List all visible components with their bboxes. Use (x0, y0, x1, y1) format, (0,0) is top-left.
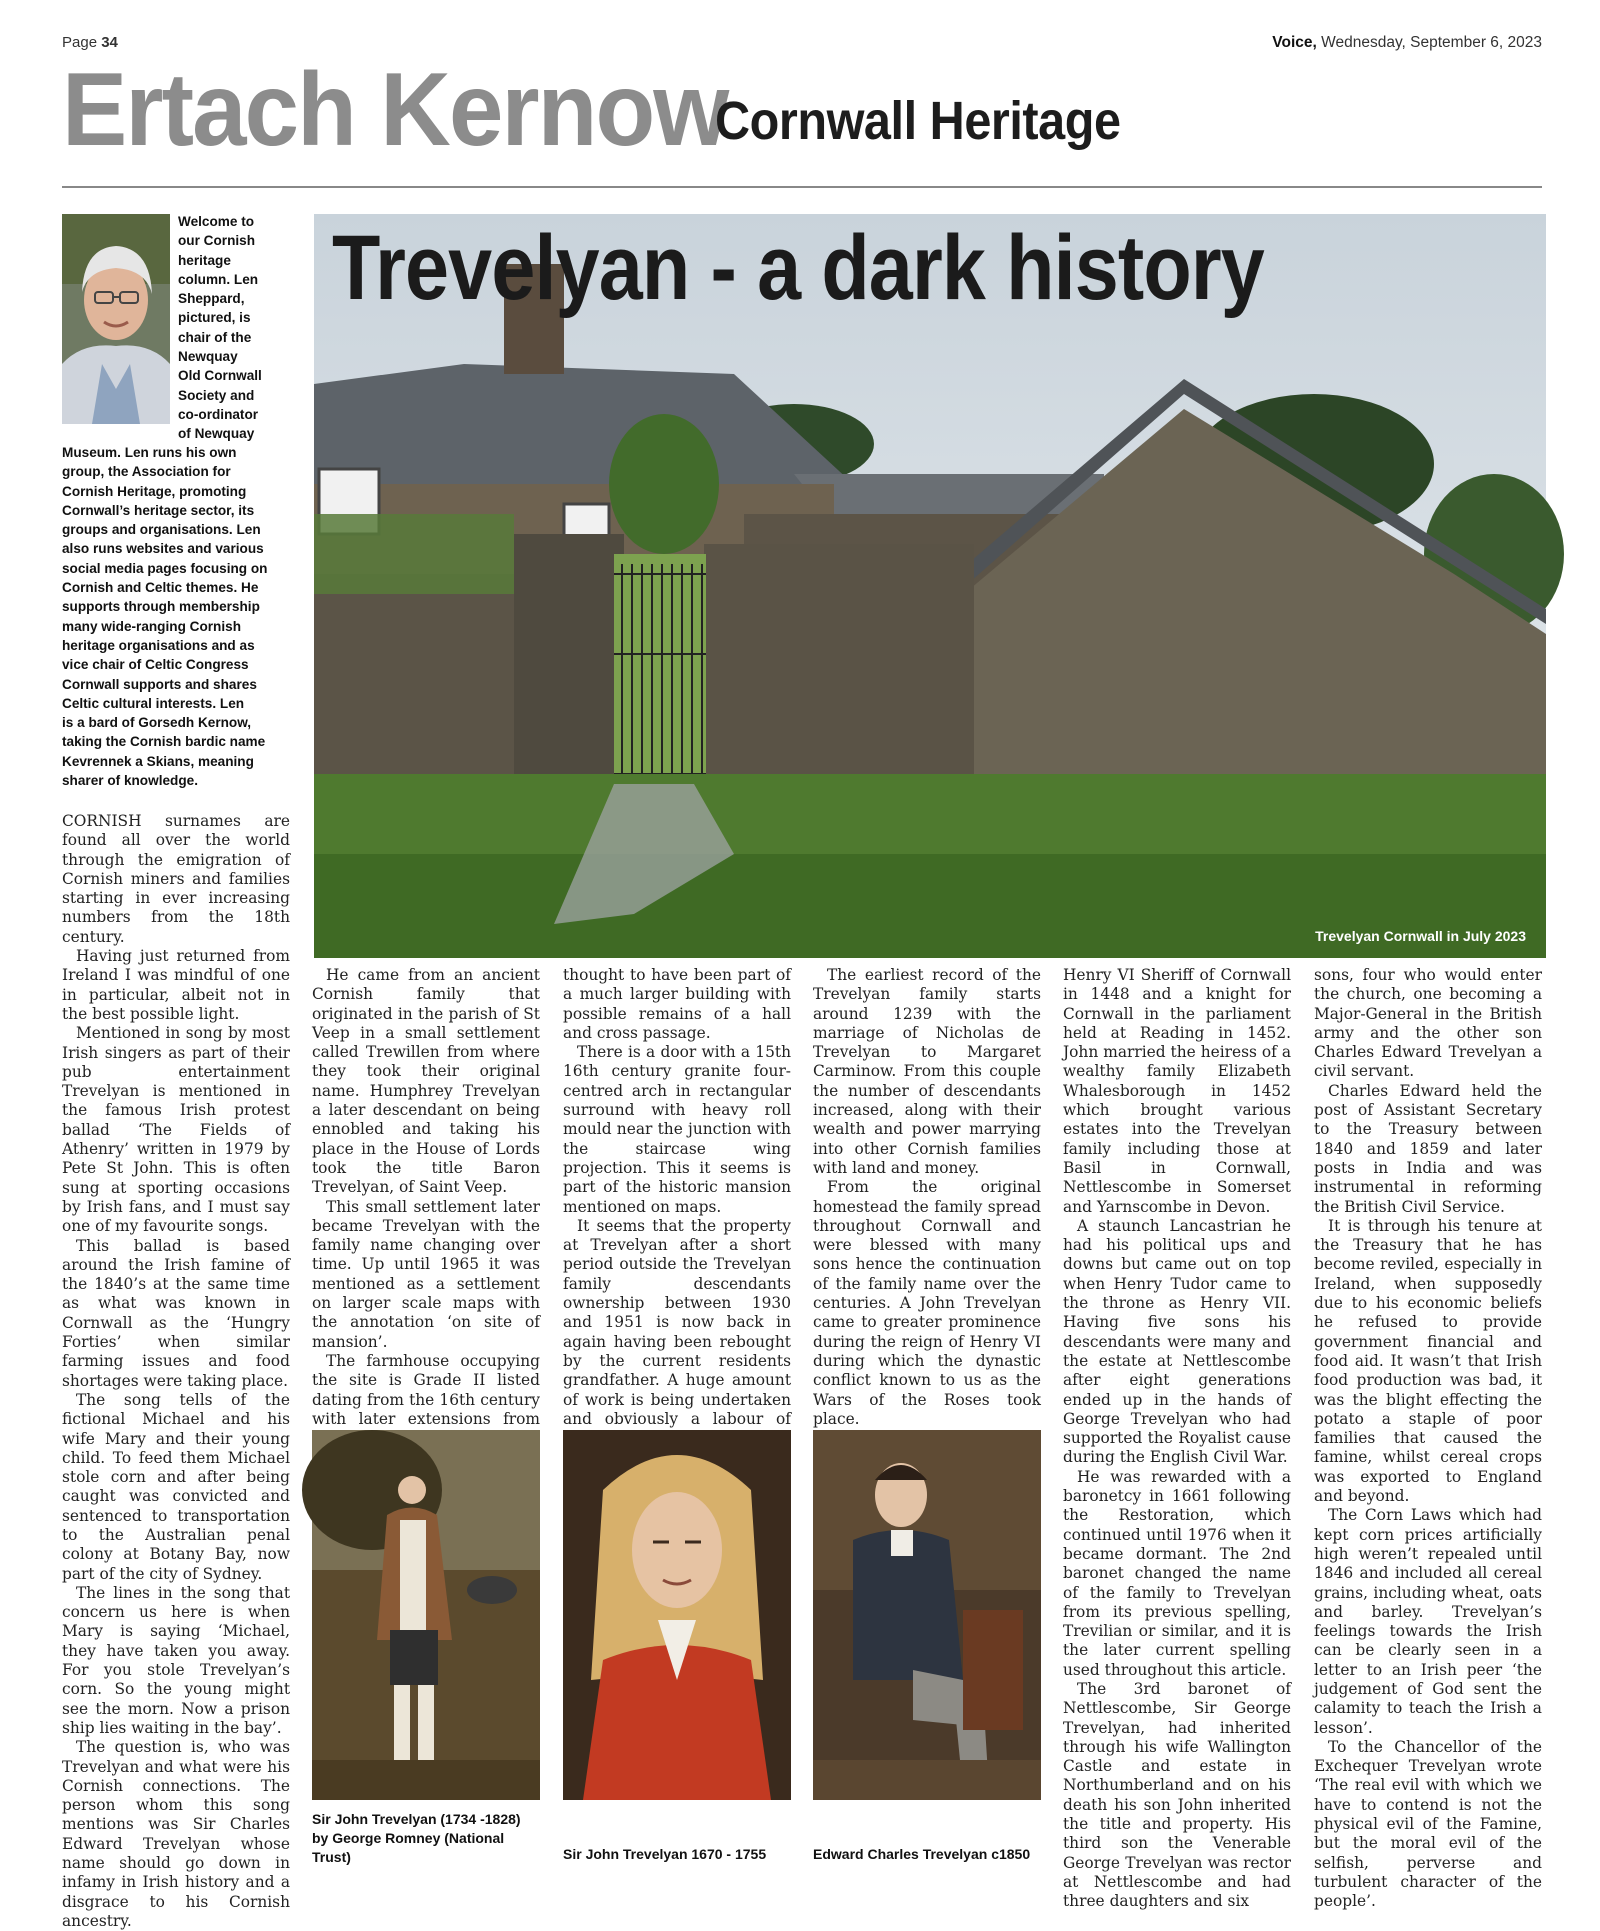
article-column-1 (62, 812, 290, 1931)
masthead-subtitle: Cornwall Heritage (715, 91, 1121, 151)
paragraph: To the Chancellor of the Exchequer Trevelyan wrote ‘The real evil with which we have to contend is not the physical evil of the Famine, but the moral evil of the selfish, perverse and turbulent character of the people’. (1314, 1737, 1542, 1911)
portrait-caption-1: Sir John Trevelyan (1734 -1828) by George Romney (National Trust) (312, 1811, 521, 1865)
paragraph: thought to have been part of a much larger building with possible remains of a hall and cross passage. (563, 966, 791, 1042)
paragraph: Henry VI Sheriff of Cornwall in 1448 and a knight for Cornwall in the parliament held at Reading in 1452. John married the heiress of a wealthy family Elizabeth Whalesborough in 1452 which brought various estates into the Trevelyan family including those at Basil in Cornwall, Nettlescombe in Somerset and Yarnscombe in Devon. (1063, 966, 1291, 1216)
paragraph: The question is, who was Trevelyan and what were his Cornish connections. The person whom this song mentions was Sir Charles Edward Trevelyan whose name should go down in infamy in Irish history and a disgrace to his Cornish ancestry. (62, 1738, 290, 1930)
headline: Trevelyan - a dark history (332, 217, 1264, 319)
paragraph: He came from an ancient Cornish family that originated in the parish of St Veep in a small settlement called Trewillen from where they took their original name. Humphrey Trevelyan a later descendant on being ennobled and taking his place in the House of Lords took the title Baron Trevelyan, of Saint Veep. (312, 966, 540, 1197)
author-bio-continued: Museum. Len runs his own group, the Association for Cornish Heritage, promoting Cornwall’s heritage sector, its groups and organisations. Len also runs websites and various social media pages focusing on Cornish and Celtic themes. He supports through membership many wide-ranging Cornish heritage organisations and as vice chair of Celtic Congress Cornwall supports and shares Celtic cultural interests. Len is a bard of Gorsedh Kernow, taking the Cornish bardic name Kevrennek a Skians, meaning sharer of knowledge. (62, 445, 268, 789)
paragraph: The lines in the song that concern us here is when Mary is saying ‘Michael, they have taken you away. For you stole Trevelyan’s corn. So the young might see the morn. Now a prison ship lies waiting in the bay’. (62, 1583, 290, 1737)
article-column-4 (813, 966, 1041, 1468)
paragraph: CORNISH surnames are found all over the world through the emigration of Cornish miners and families starting in ever increasing numbers from the 18th century. (62, 812, 290, 946)
paragraph: Charles Edward held the post of Assistant Secretary to the Treasury between 1840 and 1859 and later posts in India and was instrumental in reforming the British Civil Service. (1314, 1081, 1542, 1216)
paragraph: It is through his tenure at the Treasury that he has become reviled, especially in Ireland, when supposedly due to his economic beliefs he refused to provide government financial and food aid. It wasn’t that Irish food production was bad, it was the blight effecting the potato a staple of poor families that caused the famine, whilst cereal crops was exported to England and beyond. (1314, 1216, 1542, 1506)
portrait-sir-john-trevelyan-romney (312, 1430, 540, 1800)
paragraph: This small settlement later became Trevelyan with the family name changing over time. Up until 1965 it was mentioned as a settlement on larger scale maps with the annotation ‘on site of mansion’. (312, 1197, 540, 1351)
main-photo-trevelyan-farmhouse (314, 214, 1546, 958)
page-number: Page 34 (62, 34, 118, 51)
author-bio-intro: Welcome to our Cornish heritage column. Len Sheppard, pictured, is chair of the Newquay Old Cornwall Society and co-ordinator of Newquay (178, 214, 262, 442)
portrait-sir-john-trevelyan-1670 (563, 1430, 791, 1800)
paragraph: The song tells of the fictional Michael and his wife Mary and their young child. To feed them Michael stole corn and after being caught was convicted and sentenced to transportation to the Australian penal colony at Botany Bay, now part of the city of Sydney. (62, 1390, 290, 1583)
portrait-caption-2: Sir John Trevelyan 1670 - 1755 (563, 1846, 767, 1862)
author-photo (62, 214, 170, 424)
masthead-title: Ertach Kernow (62, 52, 728, 168)
portrait-caption-3: Edward Charles Trevelyan c1850 (813, 1846, 1031, 1862)
paragraph: Having just returned from Ireland I was mindful of one in particular, albeit not in the best possible light. (62, 947, 290, 1023)
paragraph: He was rewarded with a baronetcy in 1661 following the Restoration, which continued until 1976 when it became dormant. The 2nd baronet changed the name of the family to Trevelyan from its previous spelling, Trevilian or similar, and it is the later current spelling used throughout this article. (1063, 1467, 1291, 1679)
paragraph: The Corn Laws which had kept corn prices artificially high weren’t repealed until 1846 and included all cereal grains, including wheat, oats and barley. Trevelyan’s feelings towards the Irish can be clearly seen in a letter to an Irish peer ‘the judgement of God sent the calamity to teach the Irish a lesson’. (1314, 1506, 1542, 1737)
paragraph: It seems that the property at Trevelyan after a short period outside the Trevelyan family descendants ownership between 1930 and 1951 is now back in again having been rebought by the current residents grandfather. A huge amount of work is being undertaken and obviously a labour of (563, 1216, 791, 1428)
article-column-3 (563, 966, 791, 1448)
paragraph: Mentioned in song by most Irish singers as part of their pub entertainment Trevelyan is mentioned in the famous Irish protest ballad ‘The Fields of Athenry’ written in 1979 by Pete St John. This is often sung at sporting occasions by Irish fans, and I must say one of my favourite songs. (62, 1024, 290, 1236)
paragraph: This ballad is based around the Irish famine of the 1840’s at the same time as what was known in Cornwall as the ‘Hungry Forties’ when similar farming issues and food shortages were taking place. (62, 1236, 290, 1390)
paragraph: The farmhouse occupying the site is Grade II listed dating from the 16th century with later extensions from (312, 1351, 540, 1428)
dateline: Voice, Wednesday, September 6, 2023 (1272, 34, 1542, 51)
main-photo-caption: Trevelyan Cornwall in July 2023 (1315, 928, 1526, 944)
paragraph: The 3rd baronet of Nettlescombe, Sir George Trevelyan, had inherited through his wife Wallington Castle and estate in Northumberland and on his death his son John inherited the title and property. His third son the Venerable George Trevelyan was rector at Nettlescombe and had three daughters and six (1063, 1679, 1291, 1911)
paragraph: A staunch Lancastrian he had his political ups and downs but came out on top when Henry Tudor came to the throne as Henry VII. Having five sons his descendants were many and the estate at Nettlescombe after eight generations ended up in the hands of George Trevelyan who had supported the Royalist cause during the English Civil War. (1063, 1216, 1291, 1467)
paragraph: sons, four who would enter the church, one becoming a Major-General in the British army and the other son Charles Edward Trevelyan a civil servant. (1314, 966, 1542, 1081)
article-column-2 (312, 966, 540, 1448)
article-column-6 (1314, 966, 1542, 1912)
article-column-5 (1063, 966, 1291, 1912)
portrait-edward-charles-trevelyan (813, 1430, 1041, 1800)
paragraph: From the original homestead the family spread throughout Cornwall and were blessed with many sons hence the continuation of the family name over the centuries. A John Trevelyan came to greater prominence during the reign of Henry VI during which the dynastic conflict known to us as the Wars of the Roses took place. (813, 1178, 1041, 1428)
paragraph: There is a door with a 15th 16th century granite four-centred arch in rectangular surround with heavy roll mould near the junction with the staircase wing projection. This it seems is part of the historic mansion mentioned on maps. (563, 1043, 791, 1216)
paragraph: The earliest record of the Trevelyan family starts around 1239 with the marriage of Nicholas de Trevelyan to Margaret Carminow. From this couple the number of descendants increased, along with their wealth and power marrying into other Cornish families with land and money. (813, 966, 1041, 1177)
masthead-divider (62, 186, 1542, 188)
